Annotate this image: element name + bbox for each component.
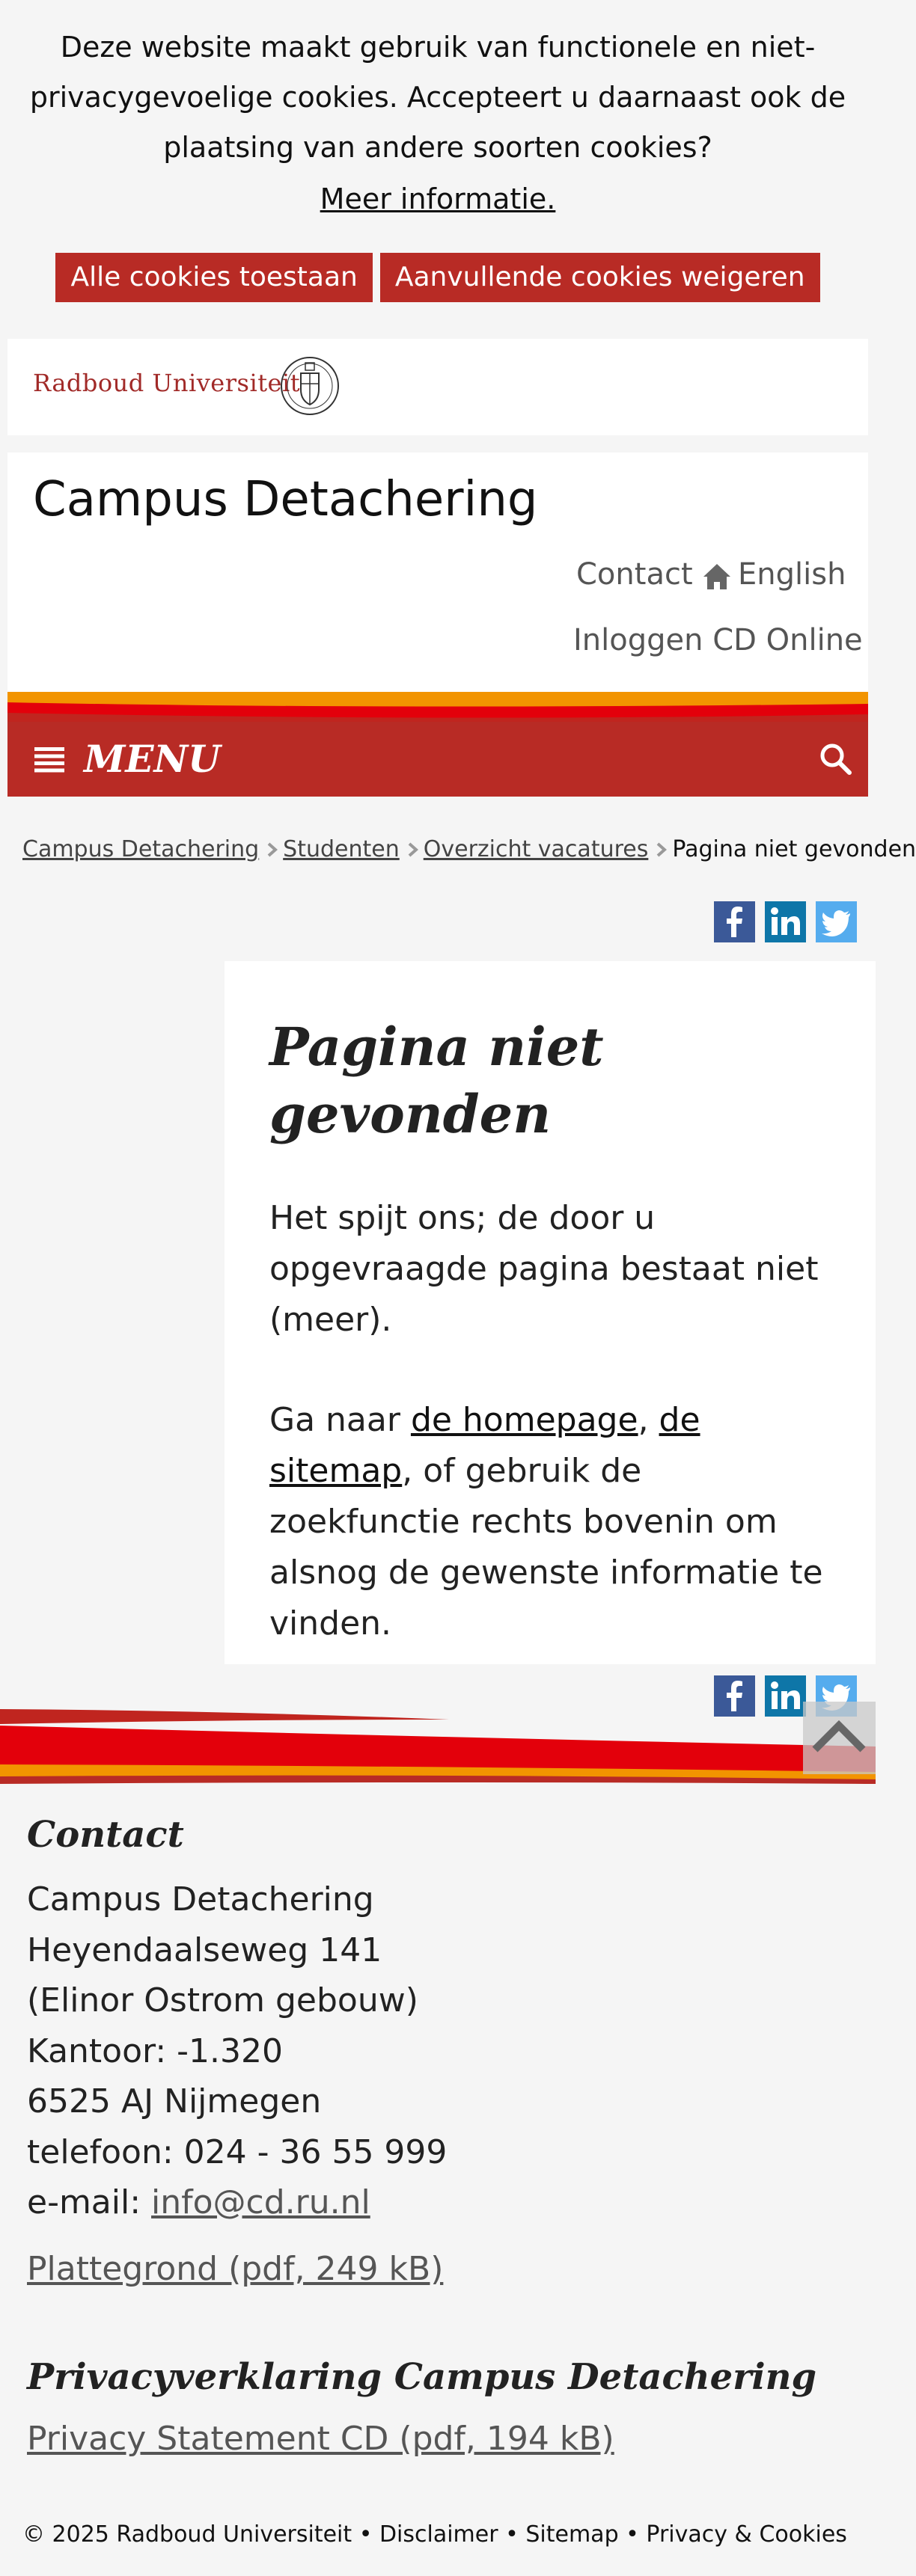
- breadcrumb-item[interactable]: Overzicht vacatures: [423, 836, 649, 862]
- site-header: [7, 453, 868, 693]
- twitter-icon[interactable]: [816, 901, 857, 942]
- decline-cookies-button[interactable]: Aanvullende cookies weigeren: [380, 253, 820, 302]
- site-footer: [0, 1791, 876, 2576]
- address-line: telefoon: 024 - 36 55 999: [27, 2132, 448, 2171]
- separator: •: [352, 2521, 379, 2548]
- privacy-statement-link[interactable]: Privacy Statement CD (pdf, 194 kB): [27, 2420, 614, 2458]
- header-color-stripes: [7, 692, 868, 726]
- chevron-right-icon: [266, 841, 278, 858]
- university-logo-text[interactable]: Radboud Universiteit: [33, 369, 301, 397]
- linkedin-icon[interactable]: [765, 901, 806, 942]
- accept-cookies-button[interactable]: Alle cookies toestaan: [55, 253, 372, 302]
- error-message: Het spijt ons; de door u opgevraagde pagina bestaat niet (meer).: [269, 1199, 819, 1339]
- logo-bar: [7, 339, 868, 435]
- cookie-more-info-link[interactable]: Meer informatie.: [320, 183, 556, 215]
- address-line: (Elinor Ostrom gebouw): [27, 1981, 418, 2020]
- menu-bar: [7, 722, 868, 797]
- university-seal-icon: [278, 352, 341, 420]
- home-icon: [702, 562, 732, 592]
- menu-button[interactable]: MENU: [84, 737, 221, 781]
- cookie-message: Deze website maakt gebruik van functionele en niet-privacygevoelige cookies. Accepteert u daarnaast ook de plaatsing van andere soorten cookies?: [29, 31, 846, 164]
- disclaimer-link[interactable]: Disclaimer: [379, 2521, 498, 2548]
- search-icon[interactable]: [818, 741, 852, 776]
- footer-address: [27, 1874, 447, 2228]
- address-line: 6525 AJ Nijmegen: [27, 2082, 322, 2120]
- cookie-banner: [0, 0, 876, 322]
- chevron-right-icon: [407, 841, 419, 858]
- chevron-up-icon: [803, 1702, 876, 1774]
- campus-map-link[interactable]: Plattegrond (pdf, 249 kB): [27, 2250, 444, 2288]
- page-title: Pagina niet gevonden: [269, 1016, 604, 1145]
- copyright: © 2025 Radboud Universiteit: [22, 2521, 352, 2548]
- help-text: [269, 1395, 838, 1649]
- chevron-right-icon: [656, 841, 668, 858]
- help-text-suffix: , of gebruik de zoekfunctie rechts bovenin om alsnog de gewenste informatie te vinden.: [269, 1452, 823, 1643]
- email-line: [27, 2177, 447, 2228]
- address-line: Campus Detachering: [27, 1880, 374, 1919]
- address-line: Heyendaalseweg 141: [27, 1931, 382, 1969]
- help-text-comma: ,: [638, 1401, 659, 1439]
- facebook-icon[interactable]: [714, 901, 755, 942]
- help-text-prefix: Ga naar: [269, 1401, 411, 1439]
- scroll-to-top-button[interactable]: [803, 1702, 876, 1774]
- homepage-link[interactable]: de homepage: [410, 1401, 638, 1439]
- header-contact-link[interactable]: Contact: [576, 557, 693, 592]
- footer-bottom-bar: [22, 2521, 847, 2548]
- menu-icon[interactable]: [34, 747, 64, 773]
- email-label: e-mail:: [27, 2183, 152, 2221]
- separator: •: [618, 2521, 647, 2548]
- privacy-cookies-link[interactable]: Privacy & Cookies: [646, 2521, 847, 2548]
- breadcrumb-current: Pagina niet gevonden: [672, 836, 916, 862]
- breadcrumb-item[interactable]: Campus Detachering: [22, 836, 260, 862]
- sitemap-footer-link[interactable]: Sitemap: [525, 2521, 619, 2548]
- breadcrumb-item[interactable]: Studenten: [283, 836, 400, 862]
- social-share-top: [714, 901, 857, 942]
- footer-color-stripes: [0, 1709, 876, 1791]
- site-title[interactable]: Campus Detachering: [33, 472, 538, 527]
- breadcrumb: [22, 836, 916, 862]
- footer-privacy-heading: Privacyverklaring Campus Detachering: [27, 2356, 817, 2398]
- separator: •: [498, 2521, 526, 2548]
- footer-contact-heading: Contact: [27, 1814, 184, 1856]
- sitemap-link[interactable]: de sitemap: [269, 1401, 700, 1490]
- header-english-link[interactable]: English: [738, 557, 846, 592]
- header-login-link[interactable]: Inloggen CD Online: [573, 623, 863, 657]
- content-card: [225, 961, 876, 1664]
- email-link[interactable]: info@cd.ru.nl: [151, 2183, 370, 2221]
- cookie-buttons: [0, 253, 876, 302]
- address-line: Kantoor: -1.320: [27, 2031, 283, 2070]
